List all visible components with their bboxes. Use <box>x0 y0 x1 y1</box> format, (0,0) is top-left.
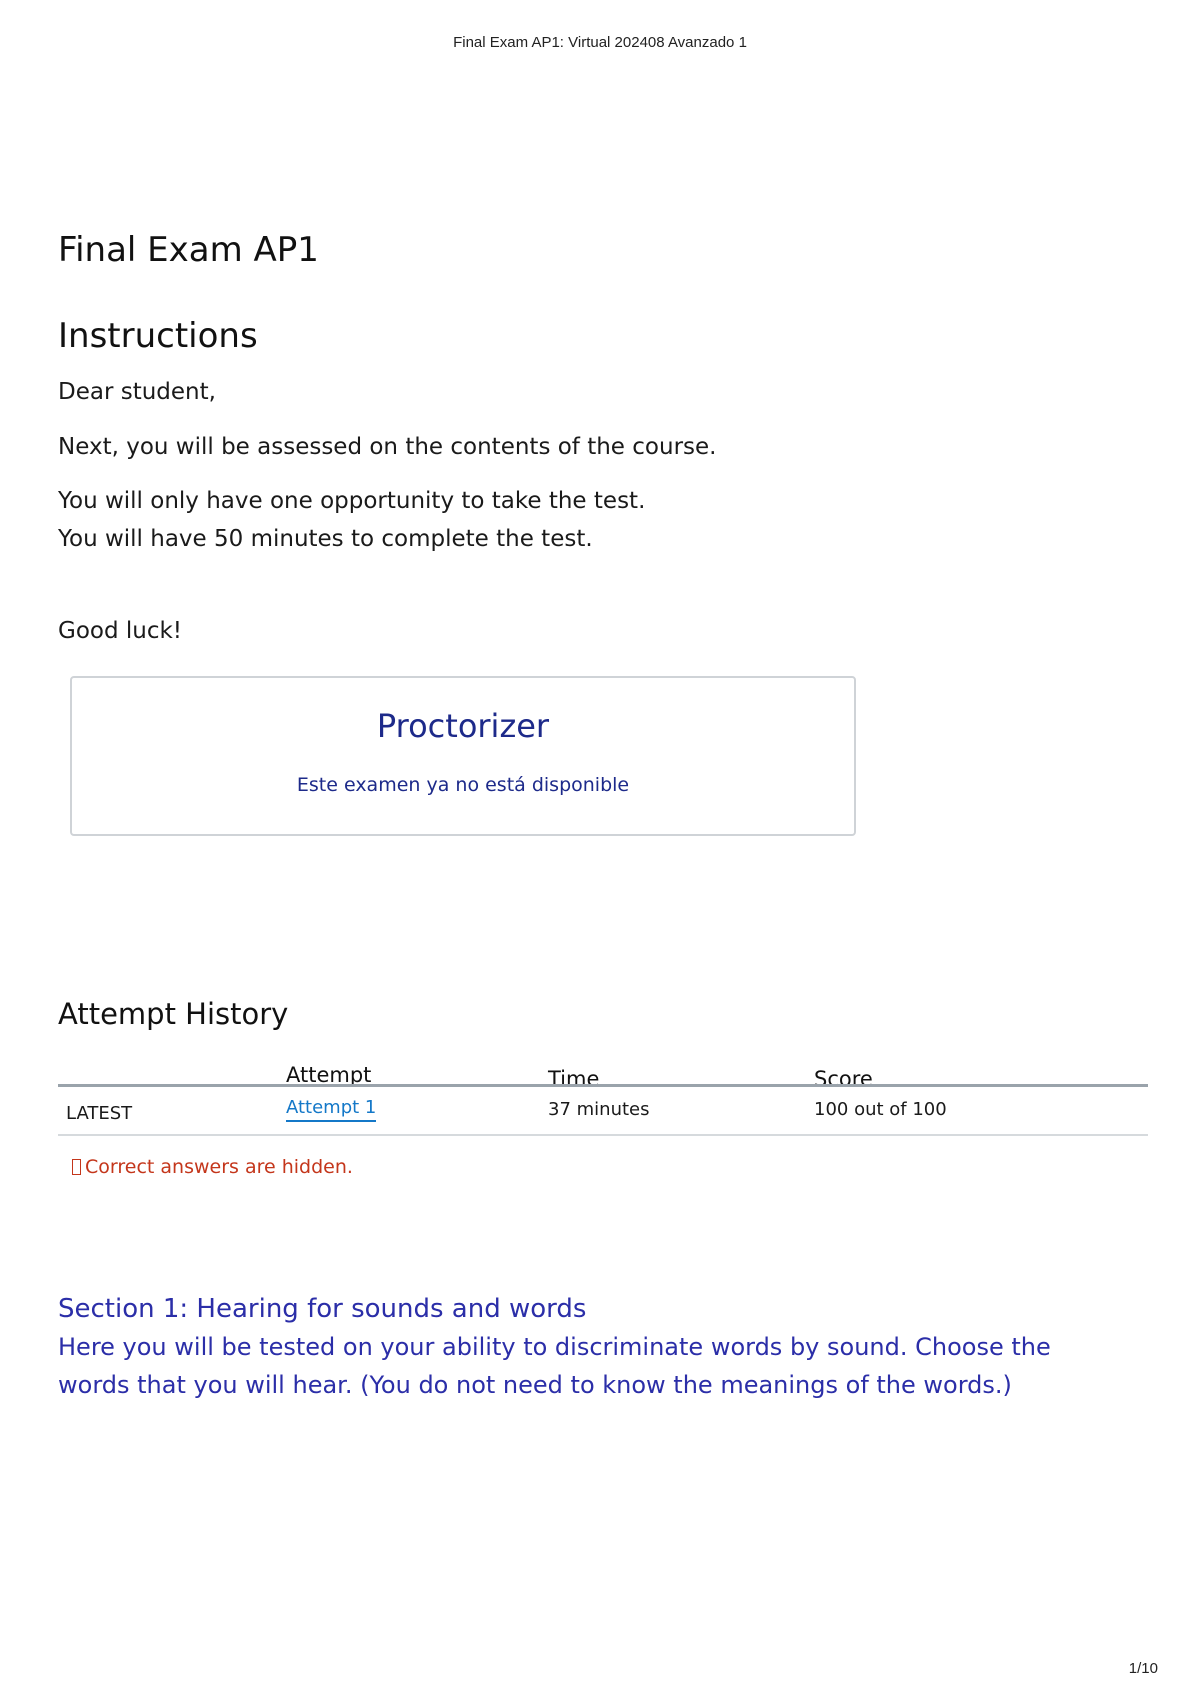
attempt-history-table <box>58 1062 1148 1138</box>
proctorizer-box <box>70 676 856 836</box>
table-row-attempt-cell <box>286 1096 376 1120</box>
page-number: 1/10 <box>1128 1660 1158 1677</box>
column-header-score: Score <box>814 1067 873 1091</box>
instructions-line-1: Next, you will be assessed on the contents of the course. <box>58 434 717 460</box>
correct-answers-hidden-note <box>72 1154 353 1180</box>
proctorizer-message: Este examen ya no está disponible <box>296 774 630 796</box>
instructions-heading: Instructions <box>58 316 258 356</box>
table-header-divider <box>58 1084 1148 1087</box>
exam-title: Final Exam AP1 <box>58 230 319 270</box>
instructions-line-2: You will only have one opportunity to take the test. <box>58 488 646 514</box>
instructions-closing: Good luck! <box>58 618 183 644</box>
instructions-line-3: You will have 50 minutes to complete the test. <box>58 526 593 552</box>
table-row-divider <box>58 1134 1148 1136</box>
instructions-greeting: Dear student, <box>58 379 216 405</box>
column-header-attempt: Attempt <box>286 1063 372 1087</box>
missing-glyph-icon <box>72 1159 81 1175</box>
column-header-time: Time <box>548 1067 600 1091</box>
section-1-title: Section 1: Hearing for sounds and words <box>58 1294 587 1324</box>
attempt-time: 37 minutes <box>548 1099 650 1120</box>
proctorizer-title: Proctorizer <box>376 707 550 745</box>
attempt-history-heading: Attempt History <box>58 997 289 1031</box>
attempt-score: 100 out of 100 <box>814 1099 947 1120</box>
attempt-1-link[interactable]: Attempt 1 <box>286 1097 376 1122</box>
hidden-note-text: Correct answers are hidden. <box>85 1156 353 1178</box>
row-label-latest: LATEST <box>66 1103 133 1124</box>
section-1-description: Here you will be tested on your ability to discriminate words by sound. Choose the words that you will hear. (You do not need to know the meanings of the words.) <box>58 1333 1051 1399</box>
page-header: Final Exam AP1: Virtual 202408 Avanzado 1 <box>453 34 747 51</box>
